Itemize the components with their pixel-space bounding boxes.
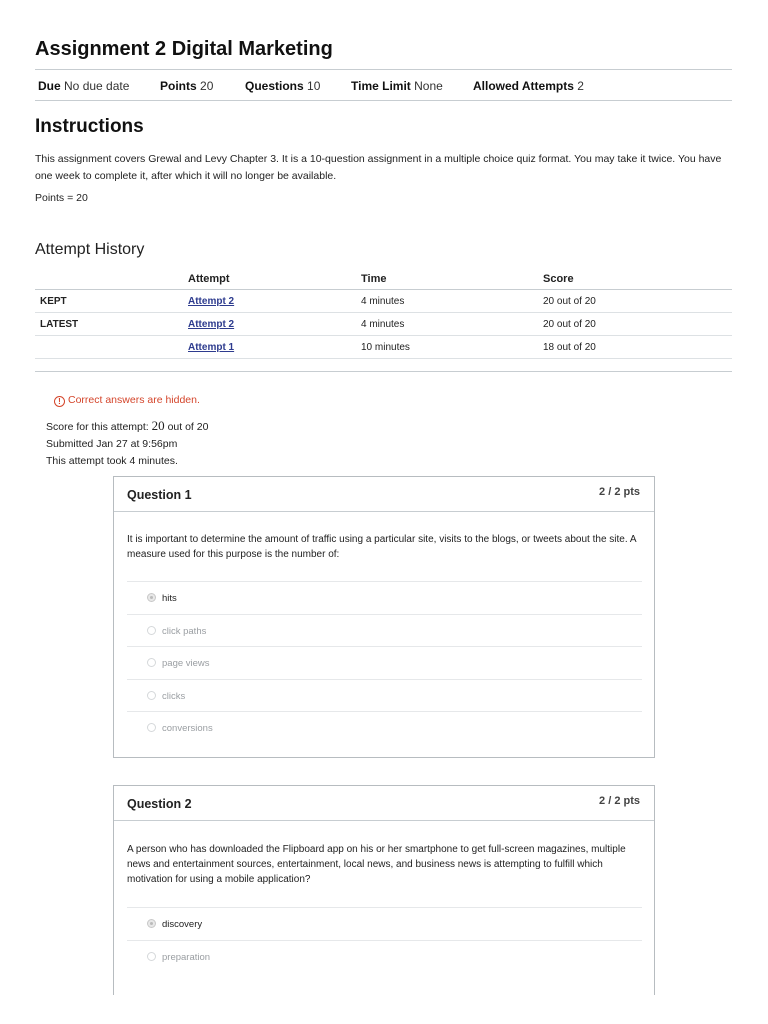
radio-icon[interactable] bbox=[147, 626, 156, 635]
answer-label: discovery bbox=[162, 919, 203, 930]
due-label: Due bbox=[38, 79, 61, 93]
time-limit-info bbox=[351, 79, 443, 93]
radio-icon[interactable] bbox=[147, 952, 156, 961]
score-prefix: Score for this attempt: bbox=[46, 421, 149, 433]
page-title: Assignment 2 Digital Marketing bbox=[35, 38, 333, 60]
points-value: 20 bbox=[200, 79, 214, 93]
answer-list bbox=[127, 581, 642, 744]
time-limit-label: Time Limit bbox=[351, 79, 411, 93]
answer-option[interactable] bbox=[127, 581, 642, 614]
table-row-attempt-1 bbox=[35, 336, 732, 359]
column-header-score: Score bbox=[543, 273, 574, 285]
answers-hidden-notice bbox=[54, 394, 200, 407]
row-score: 20 out of 20 bbox=[543, 296, 596, 307]
attempt-score bbox=[46, 417, 208, 436]
attempt-1-link[interactable]: Attempt 1 bbox=[188, 342, 235, 353]
attempt-history-heading: Attempt History bbox=[35, 241, 145, 258]
row-score: 20 out of 20 bbox=[543, 319, 596, 330]
score-suffix: out of 20 bbox=[167, 421, 209, 433]
answer-option[interactable] bbox=[127, 711, 642, 744]
column-header-attempt: Attempt bbox=[188, 273, 230, 285]
attempt-duration: This attempt took 4 minutes. bbox=[46, 455, 178, 467]
question-text: It is important to determine the amount of traffic using a particular site, visits to the blogs, or tweets about the site. A measure used for this purpose is the number of: bbox=[127, 534, 636, 560]
column-header-time: Time bbox=[361, 273, 387, 285]
answer-label: hits bbox=[162, 593, 177, 604]
answer-label: click paths bbox=[162, 625, 207, 637]
row-time: 10 minutes bbox=[361, 342, 410, 353]
points-info bbox=[160, 79, 213, 93]
time-limit-value: None bbox=[414, 79, 443, 93]
question-card-2 bbox=[113, 785, 655, 995]
question-header bbox=[114, 786, 654, 821]
answer-option[interactable] bbox=[127, 646, 642, 679]
question-text: A person who has downloaded the Flipboard app on his or her smartphone to get full-screen magazines, multiple news and entertainment sources, entertainment, local news, and business news is attempting to fulfill which motivation for using a mobile application? bbox=[127, 844, 626, 885]
notice-text: Correct answers are hidden. bbox=[68, 394, 200, 406]
table-row-kept bbox=[35, 290, 732, 313]
due-info bbox=[38, 79, 129, 93]
radio-selected-icon[interactable] bbox=[147, 919, 156, 928]
submitted-time: Submitted Jan 27 at 9:56pm bbox=[46, 438, 178, 450]
table-header-row bbox=[35, 268, 732, 290]
allowed-attempts-info bbox=[473, 79, 584, 93]
attempt-history-table bbox=[35, 268, 732, 359]
answer-list bbox=[127, 907, 642, 972]
allowed-attempts-label: Allowed Attempts bbox=[473, 79, 574, 93]
attempt-2-link[interactable]: Attempt 2 bbox=[188, 319, 235, 330]
answer-label: clicks bbox=[162, 690, 186, 702]
allowed-attempts-value: 2 bbox=[577, 79, 584, 93]
attempt-2-link[interactable]: Attempt 2 bbox=[188, 296, 235, 307]
answer-option[interactable] bbox=[127, 614, 642, 647]
instructions-points: Points = 20 bbox=[35, 192, 88, 204]
row-score: 18 out of 20 bbox=[543, 342, 596, 353]
due-value: No due date bbox=[64, 79, 130, 93]
attempt-summary bbox=[46, 417, 208, 470]
question-card-1 bbox=[113, 476, 655, 758]
question-header bbox=[114, 477, 654, 512]
row-time: 4 minutes bbox=[361, 296, 405, 307]
answer-option[interactable] bbox=[127, 907, 642, 940]
answer-option[interactable] bbox=[127, 679, 642, 712]
answer-label: preparation bbox=[162, 951, 211, 963]
radio-icon[interactable] bbox=[147, 691, 156, 700]
row-label: KEPT bbox=[40, 296, 67, 307]
radio-icon[interactable] bbox=[147, 723, 156, 732]
questions-info bbox=[245, 79, 320, 93]
questions-value: 10 bbox=[307, 79, 321, 93]
radio-selected-icon[interactable] bbox=[147, 593, 156, 602]
section-divider bbox=[35, 371, 732, 372]
instructions-text: This assignment covers Grewal and Levy Chapter 3. It is a 10-question assignment in a multiple choice quiz format. You may take it twice. You have one week to complete it, after which it will no longer be available. bbox=[35, 153, 722, 182]
radio-icon[interactable] bbox=[147, 658, 156, 667]
row-label: LATEST bbox=[40, 319, 79, 330]
instructions-heading: Instructions bbox=[35, 116, 144, 137]
warning-icon: ! bbox=[54, 396, 65, 407]
answer-option[interactable] bbox=[127, 940, 642, 973]
question-points: 2 / 2 pts bbox=[599, 486, 640, 498]
question-points: 2 / 2 pts bbox=[599, 795, 640, 807]
answer-label: conversions bbox=[162, 723, 213, 734]
questions-label: Questions bbox=[245, 79, 304, 93]
score-value: 20 bbox=[151, 418, 165, 433]
quiz-details-bar bbox=[35, 69, 732, 101]
question-title: Question 1 bbox=[127, 488, 192, 502]
points-label: Points bbox=[160, 79, 197, 93]
row-time: 4 minutes bbox=[361, 319, 405, 330]
table-row-latest bbox=[35, 313, 732, 336]
answer-label: page views bbox=[162, 658, 210, 669]
question-title: Question 2 bbox=[127, 797, 192, 811]
